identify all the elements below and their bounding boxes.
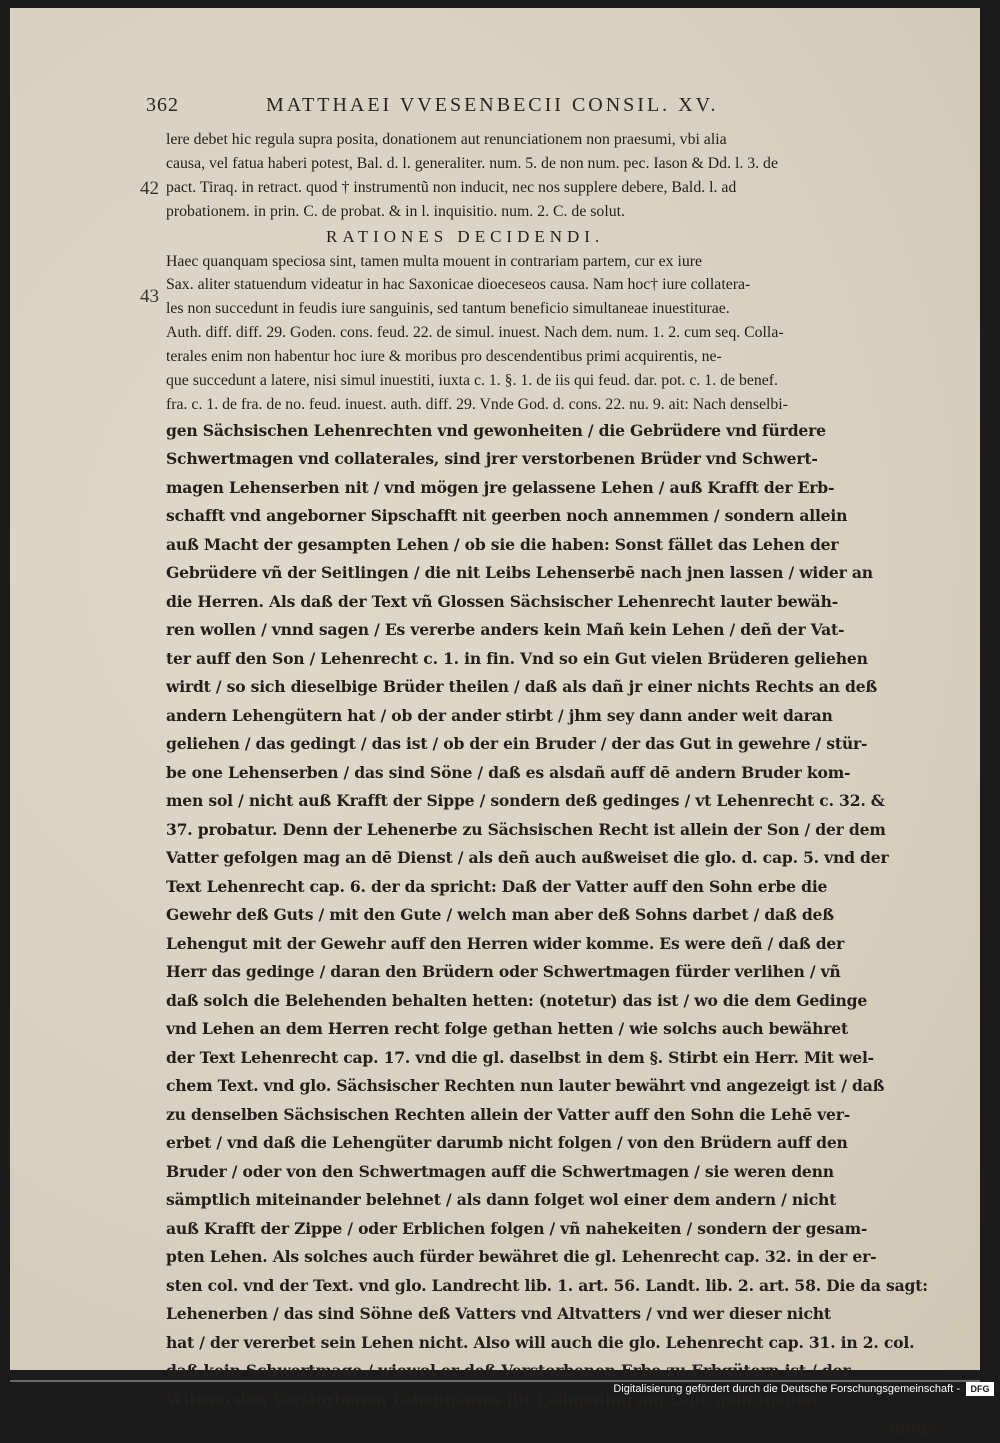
dfg-logo: DFG (966, 1382, 994, 1396)
text-line: hat / der vererbet sein Lehen nicht. Also will auch die glo. Lehenrecht cap. 31. in 2. col. (166, 1332, 915, 1352)
funding-credit: Digitalisierung gefördert durch die Deutsche Forschungsgemeinschaft - (613, 1383, 960, 1395)
text-line: Witwen deß Verstorbenen Lehenmanns jhr Leibgeding am Lehē gebrauchen (166, 1389, 817, 1409)
text-line: que succedunt a latere, nisi simul inuestiti, iuxta c. 1. §. 1. de iis qui feud. dar. pot. c. 1. de benef. (166, 372, 778, 390)
text-line: Vatter gefolgen mag an dē Dienst / als deñ auch außweiset die glo. d. cap. 5. vnd der (166, 848, 889, 868)
text-line: Haec quanquam speciosa sint, tamen multa mouent in contrariam partem, cur ex iure (166, 252, 703, 270)
margin-number: 42 (140, 178, 159, 199)
text-line: lere debet hic regula supra posita, donationem aut renunciationem non praesumi, vbi alia (166, 131, 727, 148)
page-number: 362 (146, 94, 179, 116)
text-line: wirdt / so sich dieselbige Brüder theilen / daß als dañ jr einer nichts Rechts an deß (166, 677, 878, 697)
text-line: ter auff den Son / Lehenrecht c. 1. in fin. Vnd so ein Gut vielen Brüderen geliehen (166, 648, 868, 668)
text-line: pact. Tiraq. in retract. quod † instrumentũ non inducit, nec nos supplere debere, Bald. l. ad (166, 178, 737, 196)
text-line: erbet / vnd daß die Lehengüter darumb nicht folgen / von den Brüdern auff den (166, 1133, 848, 1153)
text-line: sämptlich miteinander belehnet / als dann folget wol einer dem andern / nicht (166, 1190, 837, 1210)
text-line: causa, vel fatua haberi potest, Bal. d. l. generaliter. num. 5. de non num. pec. Iason & Dd. l. 3. de (166, 154, 778, 172)
text-line: Gewehr deß Guts / mit den Gute / welch man aber deß Sohns darbet / daß deß (166, 905, 834, 925)
text-line: ren wollen / vnnd sagen / Es vererbe anders kein Mañ kein Lehen / deñ der Vat- (166, 620, 845, 640)
text-line: terales enim non habentur hoc iure & moribus pro descendentibus primi acquirentis, ne- (166, 348, 722, 366)
text-line: die Herren. Als daß der Text vñ Glossen Sächsischer Lehenrecht lauter bewäh- (166, 591, 838, 611)
text-line: Lehenerben / das sind Söhne deß Vatters vnd Altvatters / vnd wer dieser nicht (166, 1304, 831, 1324)
text-line: Sax. aliter statuendum videatur in hac Saxonicae dioeceseos causa. Nam hoc† iure collatera- (166, 276, 751, 294)
text-line: Text Lehenrecht cap. 6. der da spricht: Daß der Vatter auff den Sohn erbe die (166, 876, 828, 896)
text-line: andern Lehengütern hat / ob der ander stirbt / jhm sey dann ander weit daran (166, 705, 833, 725)
text-line: chem Text. vnd glo. Sächsischer Rechten nun lauter bewährt vnd angezeigt ist / daß (166, 1076, 885, 1096)
page-header (146, 94, 946, 122)
text-line: daß solch die Belehenden behalten hetten: (notetur) das ist / wo die dem Gedinge (166, 990, 868, 1010)
text-line: auß Krafft der Zippe / oder Erblichen folgen / vñ nahekeiten / sondern der gesam- (166, 1218, 868, 1238)
catchword: mögs (889, 1418, 935, 1438)
text-line: Lehengut mit der Gewehr auff den Herren wider komme. Es were deñ / daß der (166, 933, 845, 953)
margin-number: 43 (140, 286, 159, 307)
text-line: der Text Lehenrecht cap. 17. vnd die gl. daselbst in dem §. Stirbt ein Herr. Mit wel- (166, 1047, 874, 1067)
text-line: probationem. in prin. C. de probat. & in l. inquisitio. num. 2. C. de solut. (166, 202, 625, 220)
text-line: Herr das gedinge / daran den Brüdern oder Schwertmagen fürder verlihen / vñ (166, 962, 841, 982)
text-line: vnd Lehen an dem Herren recht folge gethan hetten / wie solchs auch bewähret (166, 1019, 849, 1039)
text-line: be one Lehenserben / das sind Söne / daß es alsdañ auff dē andern Bruder kom- (166, 762, 851, 782)
text-line: Schwertmagen vnd collaterales, sind jrer verstorbenen Brüder vnd Schwert- (166, 449, 818, 469)
text-line: magen Lehenserben nit / vnd mögen jre gelassene Lehen / auß Krafft der Erb- (166, 477, 835, 497)
text-line: Gebrüdere vñ der Seitlingen / die nit Leibs Lehenserbē nach jnen lassen / wider an (166, 563, 873, 583)
running-title: MATTHAEI VVESENBECII CONSIL. XV. (266, 94, 719, 116)
text-line: 37. probatur. Denn der Lehenerbe zu Sächsischen Recht ist allein der Son / der dem (166, 819, 886, 839)
text-line: geliehen / das gedingt / das ist / ob der ein Bruder / der das Gut in gewehre / stür- (166, 734, 868, 754)
text-line: schafft vnd angeborner Sipschafft nit geerben noch annemmen / sondern allein (166, 506, 848, 526)
section-heading: RATIONES DECIDENDI. (326, 226, 605, 246)
text-line: zu denselben Sächsischen Rechten allein der Vatter auff den Sohn die Lehē ver- (166, 1104, 851, 1124)
text-line: sten col. vnd der Text. vnd glo. Landrecht lib. 1. art. 56. Landt. lib. 2. art. 58. Die da sagt: (166, 1275, 928, 1295)
text-line: les non succedunt in feudis iure sanguinis, sed tantum beneficio simultaneae inuestiturae. (166, 300, 730, 318)
text-line: Auth. diff. diff. 29. Goden. cons. feud. 22. de simul. inuest. Nach dem. num. 1. 2. cum seq. Colla- (166, 324, 784, 342)
text-line: auß Macht der gesampten Lehen / ob sie die haben: Sonst fället das Lehen der (166, 534, 839, 554)
text-line: fra. c. 1. de fra. de no. feud. inuest. auth. diff. 29. Vnde God. d. cons. 22. nu. 9. ait: Nach denselbi- (166, 395, 788, 413)
text-line: pten Lehen. Als solches auch fürder bewähret die gl. Lehenrecht cap. 32. in der er- (166, 1247, 877, 1267)
text-line: Bruder / oder von den Schwertmagen auff die Schwertmagen / sie weren denn (166, 1161, 834, 1181)
text-line: men sol / nicht auß Krafft der Sippe / sondern deß gedinges / vt Lehenrecht c. 32. & (166, 791, 885, 811)
text-line: gen Sächsischen Lehenrechten vnd gewonheiten / die Gebrüdere vnd fürdere (166, 420, 826, 440)
text-line: daß kein Schwertmage / wiewol er deß Verstorbenen Erbe zu Erbgütern ist / der (166, 1361, 851, 1381)
page-text (166, 128, 941, 1443)
